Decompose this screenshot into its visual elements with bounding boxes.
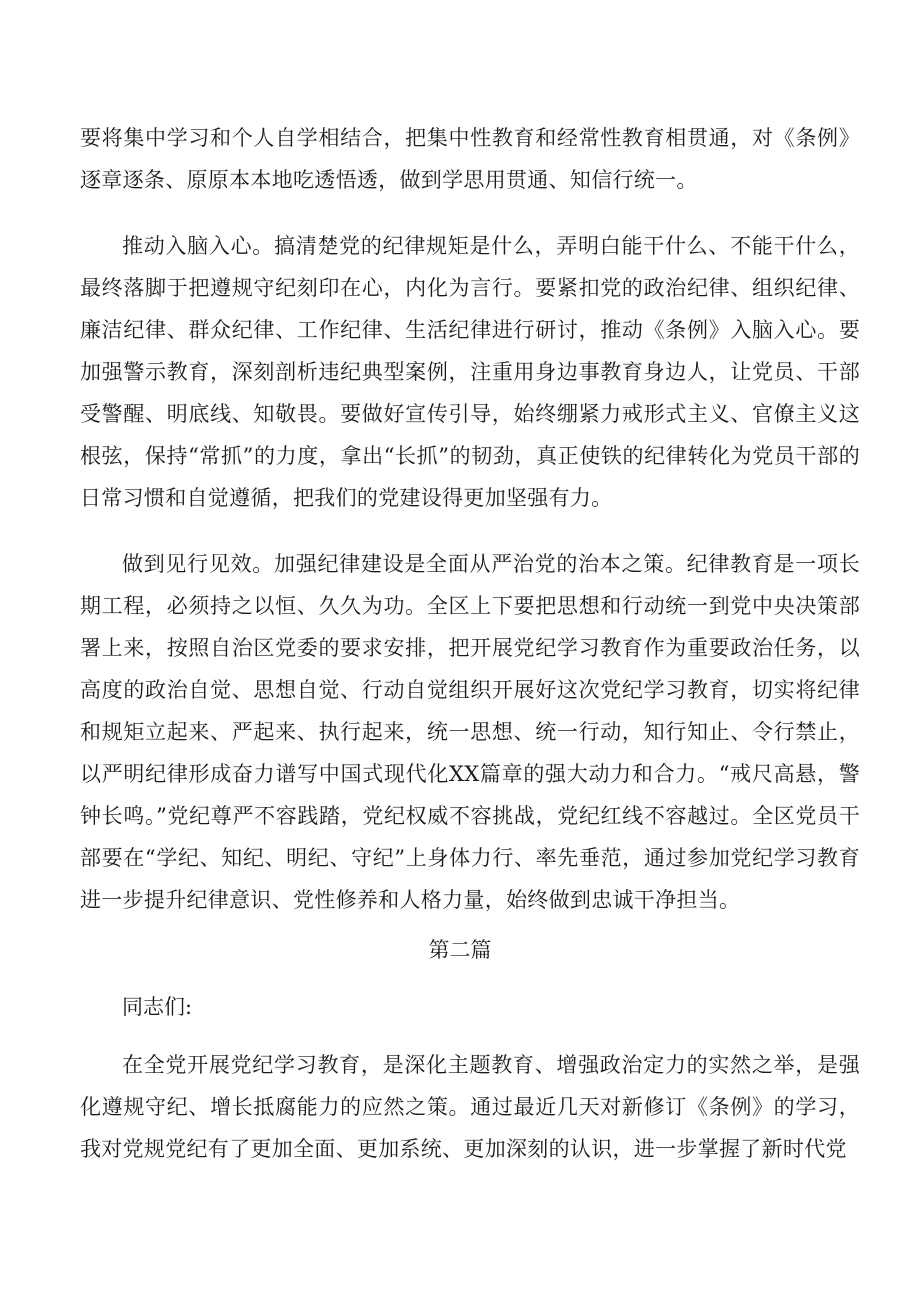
- paragraph-study-integration: 要将集中学习和个人自学相结合，把集中性教育和经常性教育相贯通，对《条例》逐章逐条、原原本本地吃透悟透，做到学思用贯通、知信行统一。: [80, 126, 860, 192]
- paragraph-achieve-results: 做到见行见效。加强纪律建设是全面从严治党的治本之策。纪律教育是一项长期工程，必须持之以恒、久久为功。全区上下要把思想和行动统一到党中央决策部署上来，按照自治区党委的要求安排，把开展党纪学习教育作为重要政治任务，以高度的政治自觉、思想自觉、行动自觉组织开展好这次党纪学习教育，切实将纪律和规矩立起来、严起来、执行起来，统一思想、统一行动，知行知止、令行禁止，以严明纪律形成奋力谱写中国式现代化XX篇章的强大动力和合力。“戒尺高悬，警钟长鸣。”党纪尊严不容践踏，党纪权威不容挑战，党纪红线不容越过。全区党员干部要在“学纪、知纪、明纪、守纪”上身体力行、率先垂范，通过参加党纪学习教育进一步提升纪律意识、党性修养和人格力量，始终做到忠诚干净担当。: [80, 552, 860, 912]
- paragraph-push-into-mind: 推动入脑入心。搞清楚党的纪律规矩是什么，弄明白能干什么、不能干什么，最终落脚于把遵规守纪刻印在心，内化为言行。要紧扣党的政治纪律、组织纪律、廉洁纪律、群众纪律、工作纪律、生活纪律进行研讨，推动《条例》入脑入心。要加强警示教育，深刻剖析违纪典型案例，注重用身边事教育身边人，让党员、干部受警醒、明底线、知敬畏。要做好宣传引导，始终绷紧力戒形式主义、官僚主义这根弦，保持“常抓”的力度，拿出“长抓”的韧劲，真正使铁的纪律转化为党员干部的日常习惯和自觉遵循，把我们的党建设得更加坚强有力。: [80, 234, 860, 510]
- section-heading: 第二篇: [428, 938, 492, 962]
- paragraph-second-article-intro: 在全党开展党纪学习教育，是深化主题教育、增强政治定力的实然之举，是强化遵规守纪、增长抵腐能力的应然之策。通过最近几天对新修订《条例》的学习，我对党规党纪有了更加全面、更加系统、更加深刻的认识，进一步掌握了新时代党: [80, 1053, 860, 1161]
- salutation: 同志们:: [122, 995, 193, 1019]
